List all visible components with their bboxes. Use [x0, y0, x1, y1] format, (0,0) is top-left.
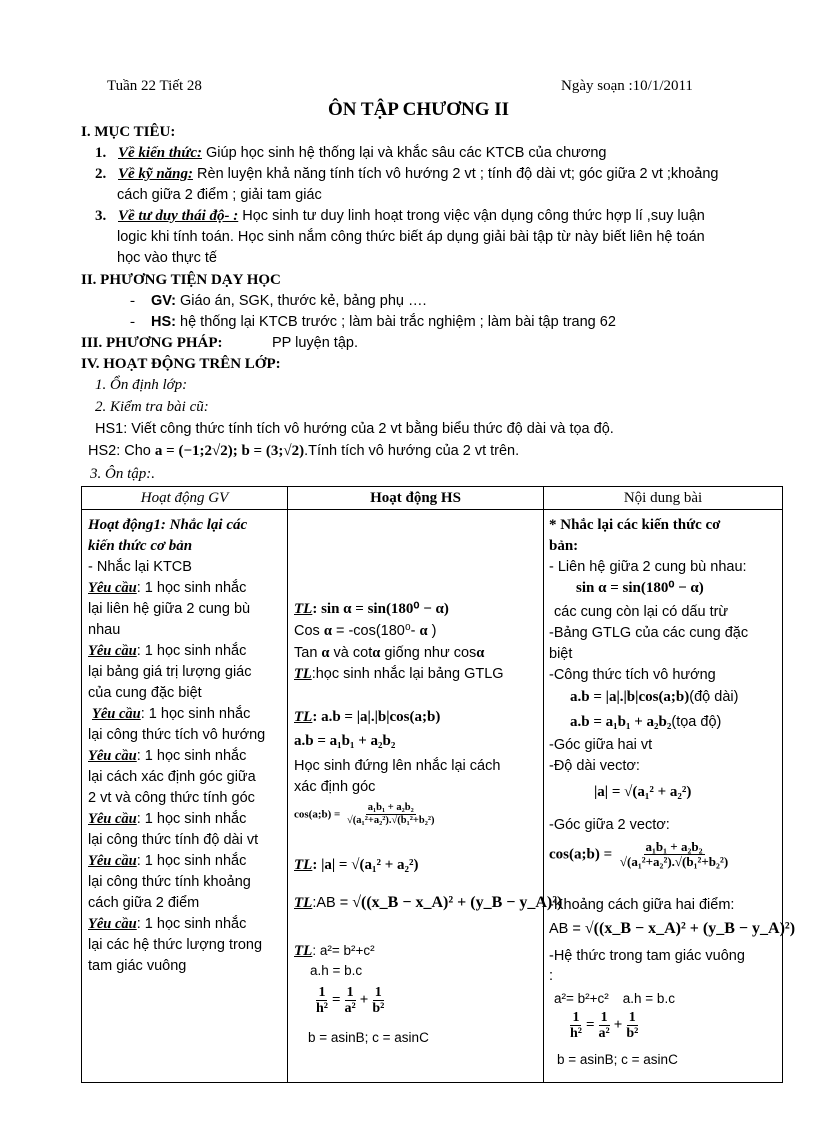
hs-dot-line: TL: a.b = |a|.|b|cos(a;b) [294, 709, 441, 725]
section1-heading: I. MỤC TIÊU: [81, 124, 176, 140]
hs-len-line: TL: |a| = √(a₁² + a₂²) [294, 857, 419, 873]
hs2-suffix: .Tính tích vô hướng của 2 vt trên. [304, 443, 520, 459]
gv-req-1b: lại liên hệ giữa 2 cung bù [88, 601, 251, 617]
gv-req-7b: lại các hệ thức lượng trong [88, 937, 263, 953]
sub-1: 1. Ổn định lớp: [95, 377, 188, 393]
nd-dot-coord: a.b = a₁b₁ + a₂b₂(tọa độ) [570, 714, 722, 730]
gv-req-4: Yêu cầu: 1 học sinh nhắc [88, 748, 247, 764]
col-header-nd: Nội dung bài [544, 487, 783, 510]
objective-3 [95, 206, 705, 226]
objective-3-cont2: học vào thực tế [117, 250, 217, 266]
hs1-question: HS1: Viết công thức tính tích vô hướng của 2 vt bằng biểu thức độ dài và tọa độ. [95, 421, 614, 437]
nd-l8: -Góc giữa hai vt [549, 737, 653, 753]
gv-req-5b: lại công thức tính độ dài vt [88, 832, 259, 848]
nd-cell [544, 510, 796, 1083]
nd-l6: biệt [549, 646, 573, 662]
hs-h-formula: $\frac{1}{\text{h²}}$ = $\frac{1}{\text{a²}}$ + $\frac{1}{\text{b²}}$ [316, 985, 385, 1016]
objective-2-cont: cách giữa 2 điểm ; giải tam giác [117, 187, 322, 203]
gv-req-1: Yêu cầu: 1 học sinh nhắc [88, 580, 247, 596]
gv-req-6: Yêu cầu: 1 học sinh nhắc [88, 853, 247, 869]
hs-label: HS: [151, 314, 176, 330]
gv-title-2: kiến thức cơ bản [88, 538, 193, 554]
gv-req-2: Yêu cầu: 1 học sinh nhắc [88, 643, 247, 659]
section3-text: PP luyện tập. [272, 335, 358, 351]
nd-cos-formula: cos(a;b) = $\frac{\text{a₁b₁ + a₂b₂}}{\text{√(a₁²+a₂²).√(b₁²+b₂²)}}$ [549, 839, 729, 869]
sub-2: 2. Kiểm tra bài cũ: [95, 399, 209, 415]
hs-cos-line: Cos α = -cos(180⁰- α ) [294, 623, 437, 639]
gv-req-7c: tam giác vuông [88, 958, 187, 974]
hs-stand-b: xác định góc [294, 779, 376, 795]
nd-l5: -Bảng GTLG của các cung đặc [549, 625, 749, 641]
col-header-hs: Hoạt động HS [288, 487, 544, 510]
nd-l3: - Liên hệ giữa 2 cung bù nhau: [549, 559, 747, 575]
hs2-formula: a = (−1;2√2); b = (3;√2) [154, 443, 305, 459]
gv-req-6b: lại công thức tính khoảng [88, 874, 251, 890]
materials-hs: - HS: hệ thống lại KTCB trước ; làm bài trắc nghiệm ; làm bài tập trang 62 [130, 314, 616, 330]
page-title: ÔN TẬP CHƯƠNG II [328, 99, 510, 120]
sub-3: 3. Ôn tập:. [90, 466, 155, 482]
hs-bsin: b = asinB; c = asinC [308, 1030, 429, 1045]
hs-cos-formula: cos(a;b) = $\frac{\text{a₁b₁ + a₂b₂}}{\text{√(a₁²+a₂²).√(b₁²+b₂²)}}$ [294, 802, 435, 826]
nd-l1: * Nhắc lại các kiến thức cơ [549, 517, 721, 533]
section3-heading: III. PHƯƠNG PHÁP: [81, 335, 223, 351]
gv-label: GV: [151, 293, 176, 309]
objective-2 [95, 164, 718, 184]
gv-title: Hoạt động1: Nhắc lại các [88, 517, 248, 533]
gv-req-4c: 2 vt và công thức tính góc [88, 790, 255, 806]
objective-number: 2. [95, 166, 107, 182]
section2-heading: II. PHƯƠNG TIỆN DẠY HỌC [81, 272, 281, 288]
nd-colon: : [549, 968, 554, 984]
gv-req-3b: lại công thức tích vô hướng [88, 727, 266, 743]
hs-ah: a.h = b.c [310, 963, 363, 978]
gv-req-5: Yêu cầu: 1 học sinh nhắc [88, 811, 247, 827]
gv-line: - Nhắc lại KTCB [88, 559, 192, 575]
objective-number: 1. [95, 145, 107, 161]
objective-text: Rèn luyện khả năng tính tích vô hướng 2 vt ; tính độ dài vt; góc giữa 2 vt ;khoảng [193, 166, 719, 182]
nd-h-formula: $\frac{1}{\text{h²}}$ = $\frac{1}{\text{a²}}$ + $\frac{1}{\text{b²}}$ [570, 1010, 639, 1041]
date: Ngày soạn :10/1/2011 [561, 78, 693, 94]
objective-label: Về kiến thức: [118, 145, 202, 161]
hs-dot-coord: a.b = a₁b₁ + a₂b₂ [294, 733, 396, 749]
nd-l12: -Hệ thức trong tam giác vuông [549, 948, 745, 964]
gv-req-4b: lại cách xác định góc giữa [88, 769, 256, 785]
objective-label: Về tư duy thái độ- : [118, 208, 239, 224]
gv-req-7: Yêu cầu: 1 học sinh nhắc [88, 916, 247, 932]
objective-number: 3. [95, 208, 107, 224]
nd-l10: -Góc giữa 2 vectơ: [549, 817, 670, 833]
hs2-prefix: HS2: Cho [88, 443, 155, 459]
hs-pyth-line: TL: a²= b²+c² [294, 943, 375, 959]
objective-label: Về kỹ năng: [118, 166, 193, 182]
section4-heading: IV. HOẠT ĐỘNG TRÊN LỚP: [81, 356, 281, 372]
gv-req-6c: cách giữa 2 điểm [88, 895, 200, 911]
hs-tan-line: Tan α và cotα giống như cosα [294, 645, 485, 661]
hs-sin-line: TL: sin α = sin(180⁰ − α) [294, 601, 449, 617]
objective-1 [95, 143, 606, 163]
week-lesson: Tuần 22 Tiết 28 [107, 78, 202, 94]
nd-pyth-line: a²= b²+c² a.h = b.c [554, 991, 675, 1006]
materials-gv: - GV: Giáo án, SGK, thước kẻ, bảng phụ …. [130, 293, 427, 309]
nd-l9: -Độ dài vectơ: [549, 758, 640, 774]
hs-stand-a: Học sinh đứng lên nhắc lại cách [294, 758, 501, 774]
hs2-question [88, 441, 519, 461]
objective-text: Giúp học sinh hệ thống lại và khắc sâu các KTCB của chương [201, 145, 607, 161]
nd-dot-formula: a.b = |a|.|b|cos(a;b)(độ dài) [570, 689, 739, 705]
gv-text: Giáo án, SGK, thước kẻ, bảng phụ …. [175, 293, 427, 309]
nd-bsin: b = asinB; c = asinC [557, 1052, 678, 1067]
objective-text: Học sinh tư duy linh hoạt trong việc vận dụng công thức hợp lí ,suy luận [238, 208, 705, 224]
gv-req-2c: của cung đặc biệt [88, 685, 202, 701]
objective-3-cont: logic khi tính toán. Học sinh nắm công thức biết áp dụng giải bài tập từ này biết liên hệ toán [117, 229, 705, 245]
nd-l7: -Công thức tích vô hướng [549, 667, 716, 683]
hs-text: hệ thống lại KTCB trước ; làm bài trắc nghiệm ; làm bài tập trang 62 [175, 314, 616, 330]
nd-l11: -Khoảng cách giữa hai điểm: [549, 897, 735, 913]
gv-req-1c: nhau [88, 622, 121, 638]
hs-gtlg-line: TL:học sinh nhắc lại bảng GTLG [294, 666, 504, 682]
gv-req-3: Yêu cầu: 1 học sinh nhắc [92, 706, 251, 722]
hs-ab-line: TL:AB = √((x_B − x_A)² + (y_B − y_A)²) [294, 894, 563, 911]
gv-cell [82, 510, 288, 1083]
col-header-gv: Hoạt động GV [82, 487, 288, 510]
nd-len-formula: |a| = √(a₁² + a₂²) [594, 784, 692, 800]
lesson-table [81, 486, 796, 1083]
nd-l2: bản: [549, 538, 579, 554]
gv-req-2b: lại bảng giá trị lượng giác [88, 664, 252, 680]
nd-ab-formula: AB = √((x_B − x_A)² + (y_B − y_A)²) [549, 920, 796, 937]
nd-l4: các cung còn lại có dấu trừ [554, 604, 729, 620]
nd-sin-formula: sin α = sin(180⁰ − α) [576, 580, 704, 596]
